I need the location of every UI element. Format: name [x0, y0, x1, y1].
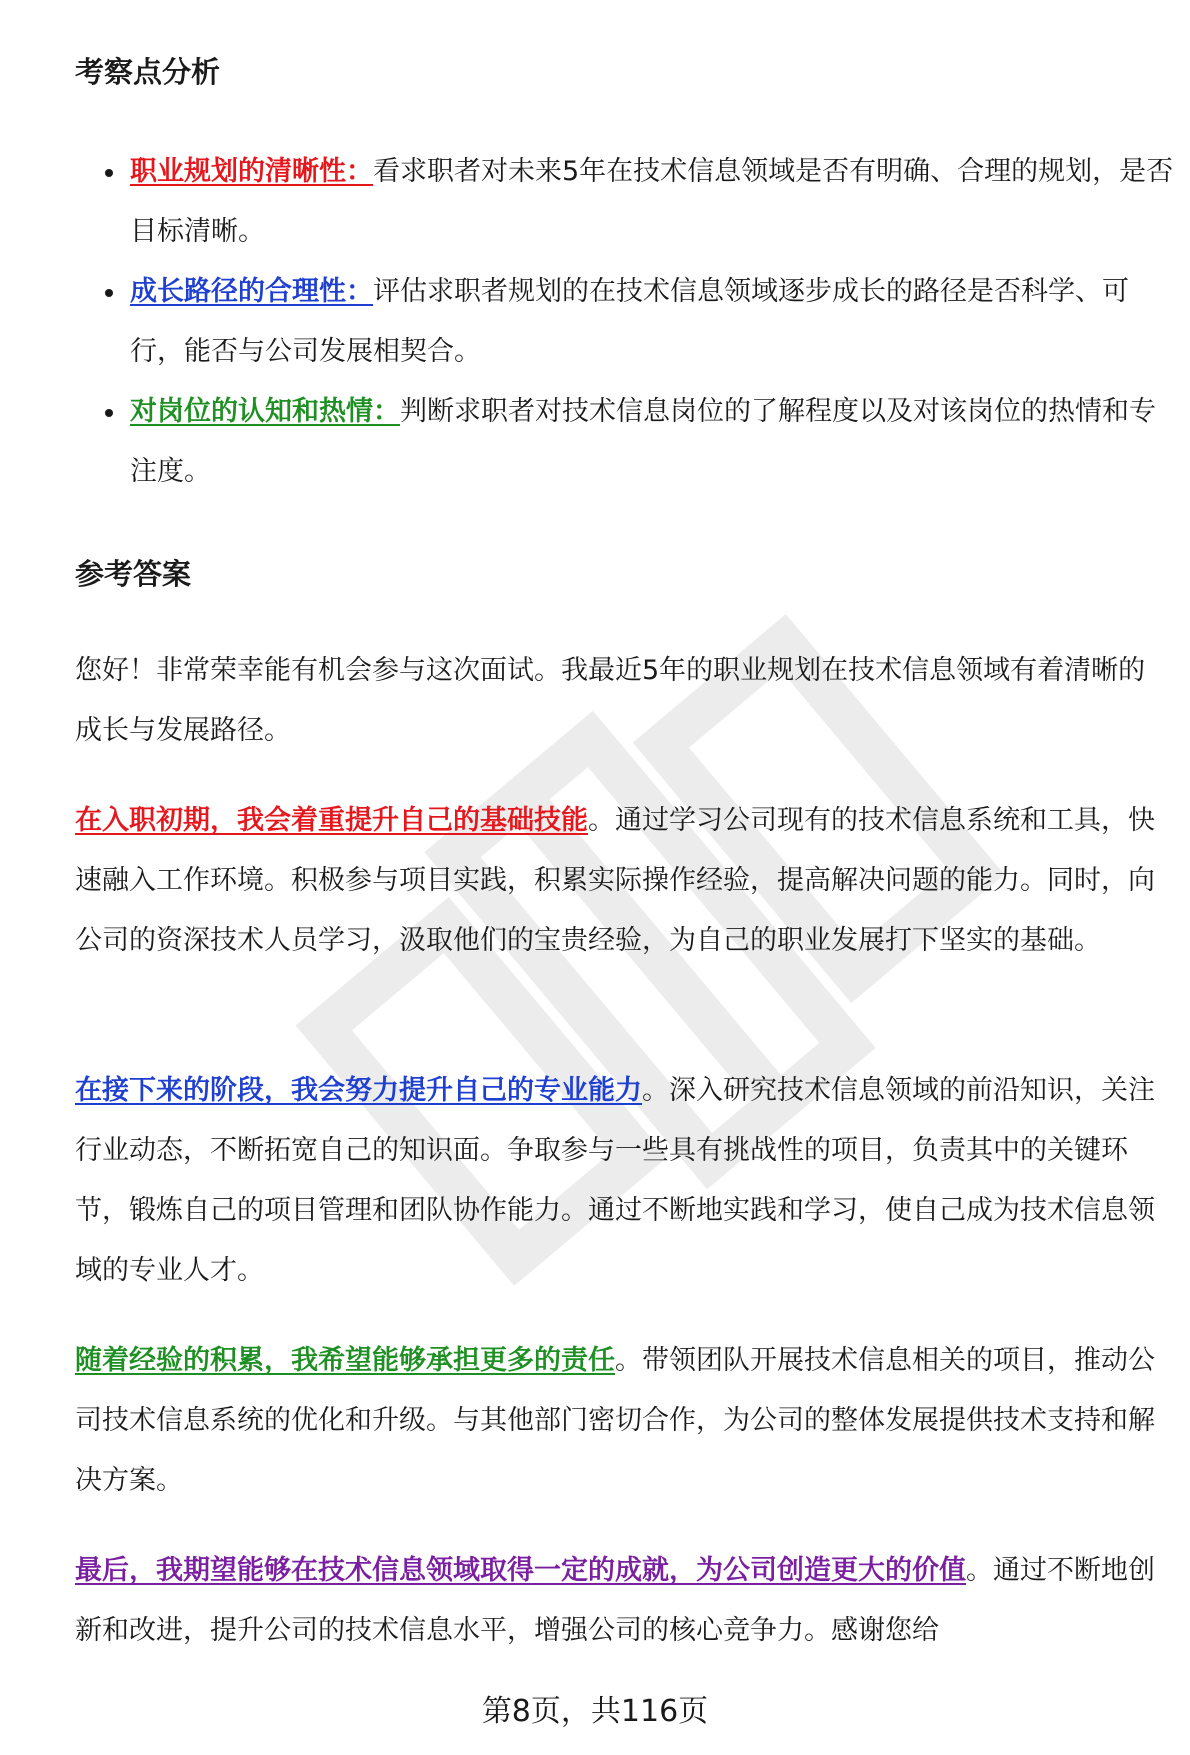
point-text: 看求职者对未来5年在技术信息领域是否有明确、合理的规划，是否目标清晰。 [130, 156, 1174, 247]
paragraph-highlight: 在入职初期，我会着重提升自己的基础技能 [75, 805, 588, 836]
point-label: 职业规划的清晰性： [130, 156, 373, 187]
analysis-points-list [75, 142, 1175, 502]
paragraph-text: 。通过学习公司现有的技术信息系统和工具，快速融入工作环境。积极参与项目实践，积累实际操作经验，提高解决问题的能力。同时，向公司的资深技术人员学习，汲取他们的宝贵经验，为自己的职业发展打下坚实的基础。 [75, 805, 1155, 956]
paragraph-highlight: 在接下来的阶段，我会努力提升自己的专业能力 [75, 1075, 642, 1106]
list-item [75, 382, 1175, 502]
paragraph-highlight: 最后，我期望能够在技术信息领域取得一定的成就，为公司创造更大的价值 [75, 1555, 966, 1586]
paragraph-text: 。带领团队开展技术信息相关的项目，推动公司技术信息系统的优化和升级。与其他部门密切合作，为公司的整体发展提供技术支持和解决方案。 [75, 1345, 1155, 1496]
answer-paragraph [75, 1061, 1165, 1301]
section-title-answer: 参考答案 [75, 557, 192, 591]
answer-paragraph [75, 1331, 1165, 1511]
paragraph-text: 。通过不断地创新和改进，提升公司的技术信息水平，增强公司的核心竞争力。感谢您给 [75, 1555, 1155, 1646]
point-label: 对岗位的认知和热情： [130, 396, 400, 427]
point-label: 成长路径的合理性： [130, 276, 373, 307]
point-text: 评估求职者规划的在技术信息领域逐步成长的路径是否科学、可行，能否与公司发展相契合。 [130, 276, 1129, 367]
point-text: 判断求职者对技术信息岗位的了解程度以及对该岗位的热情和专注度。 [130, 396, 1156, 487]
paragraph-highlight: 随着经验的积累，我希望能够承担更多的责任 [75, 1345, 615, 1376]
answer-intro: 您好！非常荣幸能有机会参与这次面试。我最近5年的职业规划在技术信息领域有着清晰的成长与发展路径。 [75, 655, 1146, 746]
list-item [75, 142, 1175, 262]
section-title-analysis: 考察点分析 [75, 55, 221, 89]
list-item [75, 262, 1175, 382]
answer-paragraph [75, 1541, 1165, 1661]
page-number: 第8页，共116页 [481, 1694, 709, 1729]
answer-paragraph [75, 791, 1165, 971]
paragraph-text: 。深入研究技术信息领域的前沿知识，关注行业动态，不断拓宽自己的知识面。争取参与一些具有挑战性的项目，负责其中的关键环节，锻炼自己的项目管理和团队协作能力。通过不断地实践和学习，使自己成为技术信息领域的专业人才。 [75, 1075, 1155, 1286]
